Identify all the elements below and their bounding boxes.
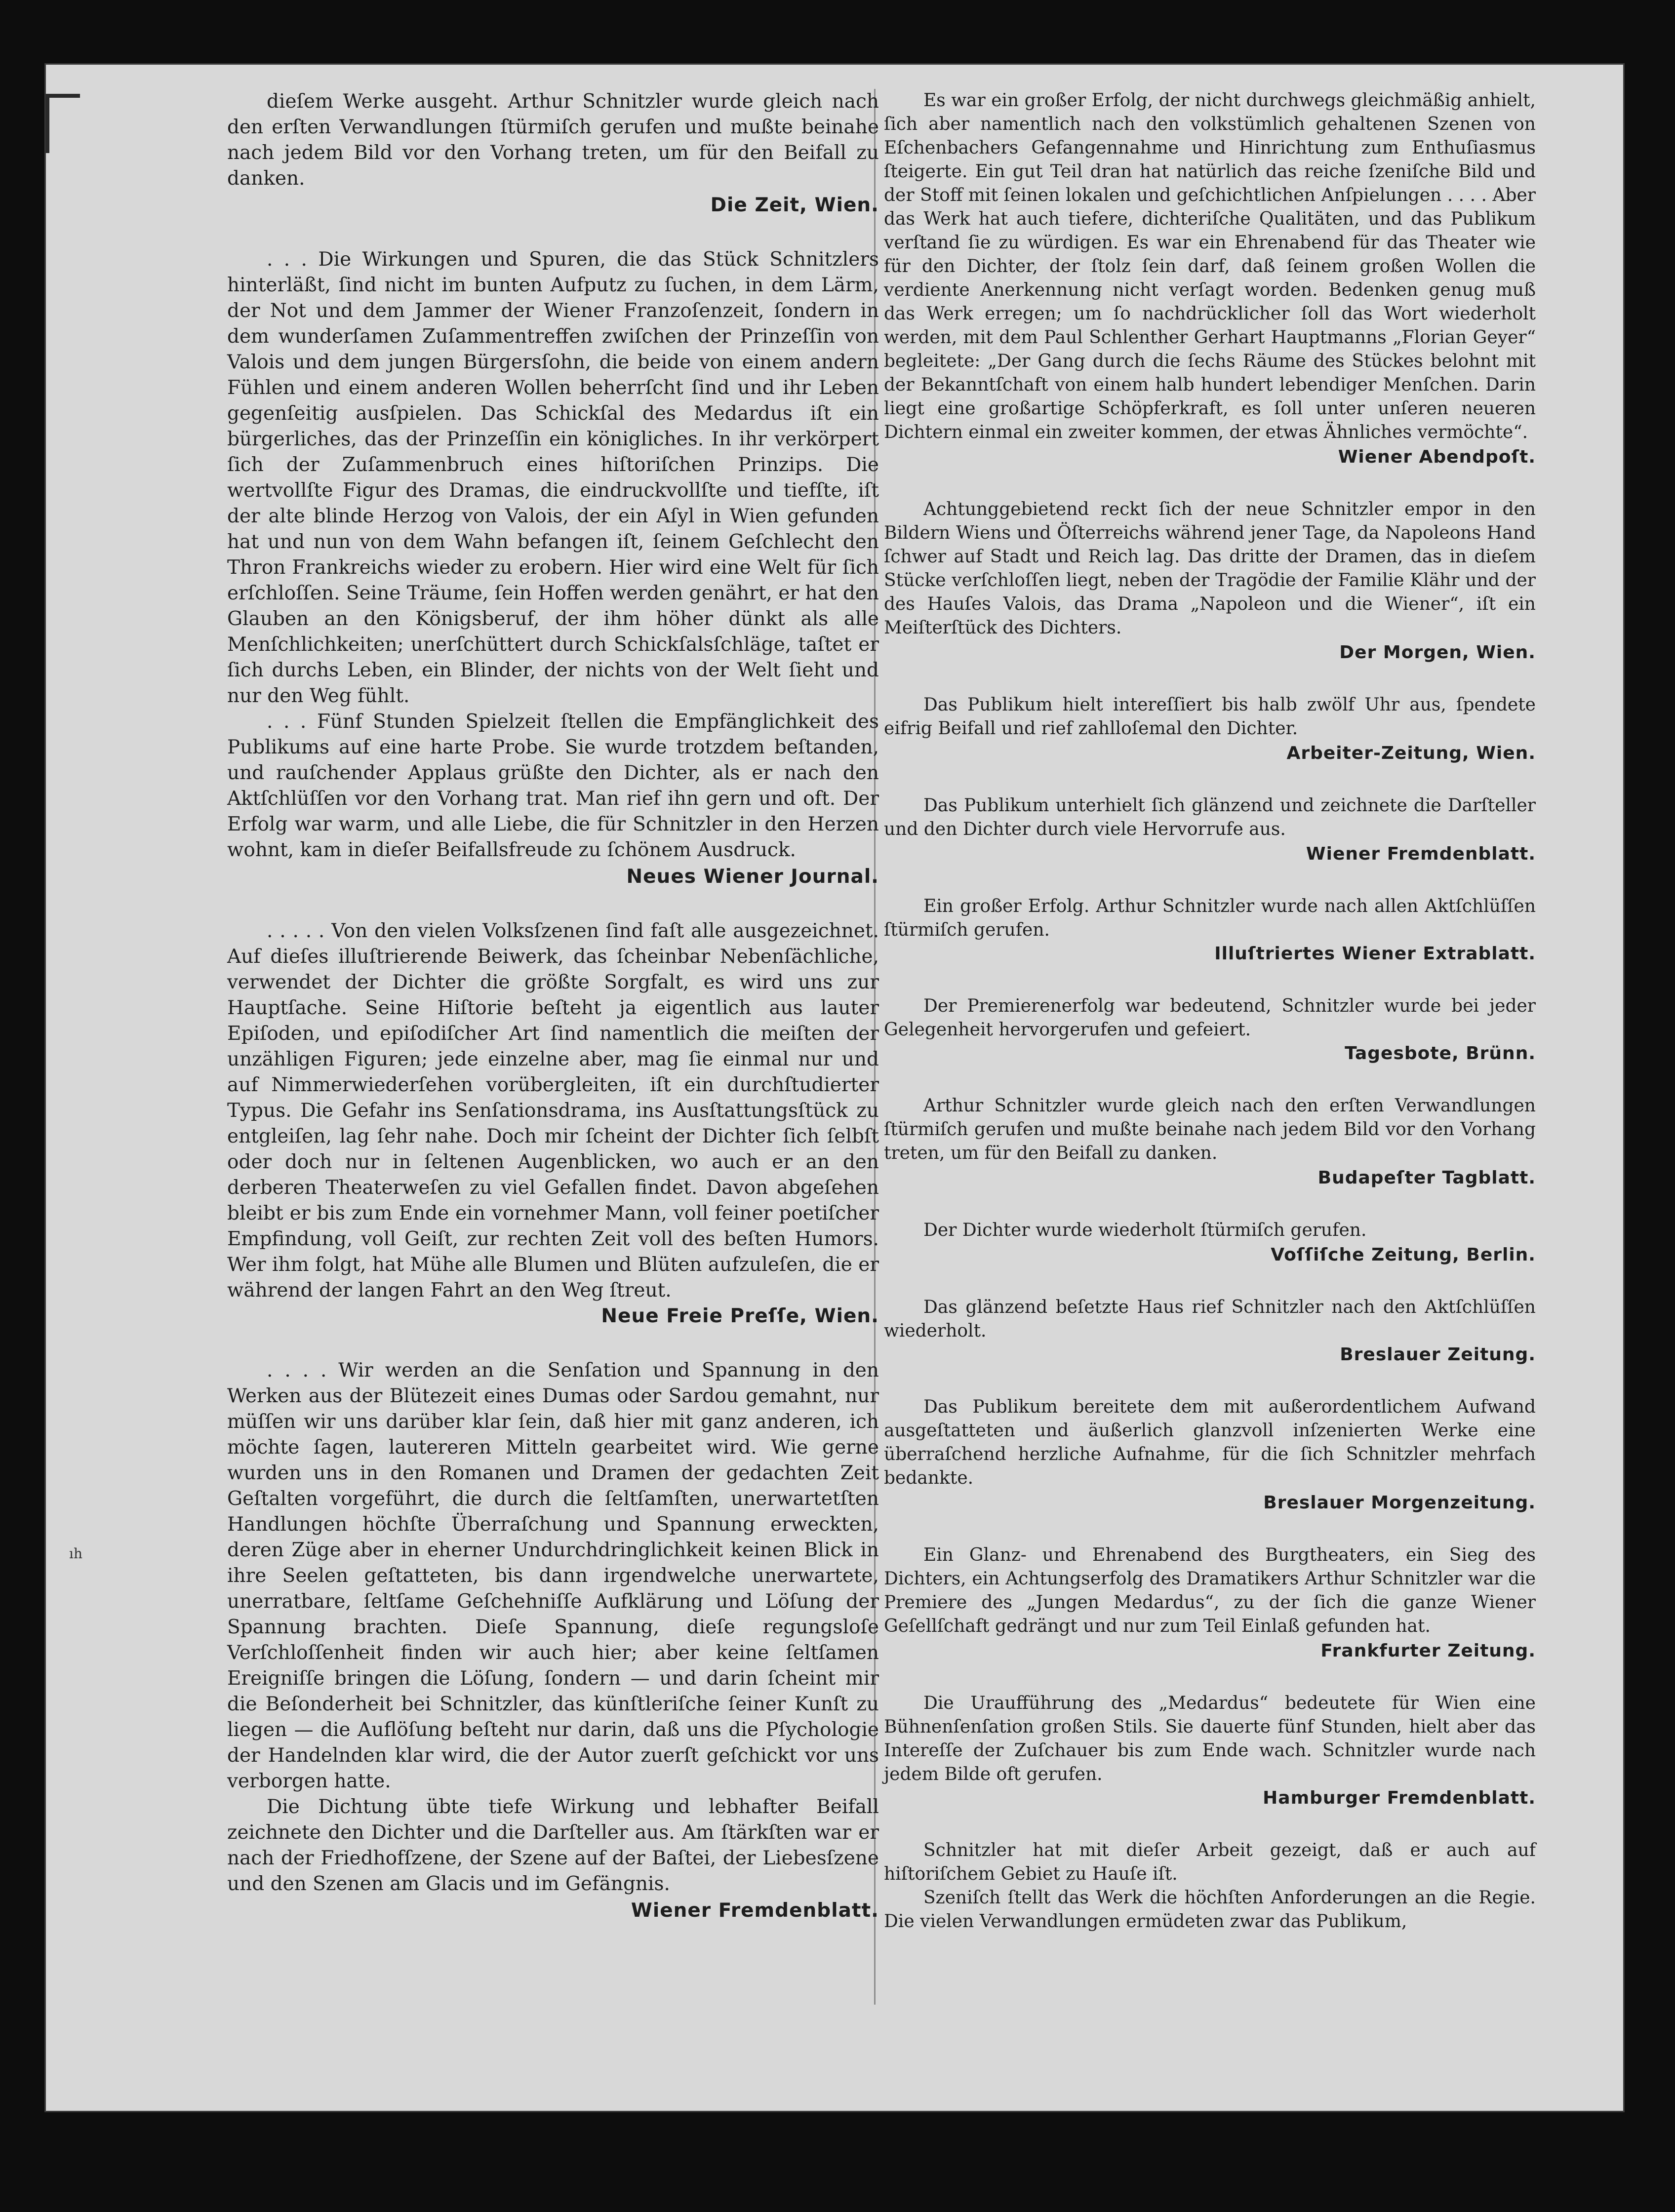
review-excerpt [884, 994, 1536, 1066]
review-excerpt [227, 918, 879, 1329]
source-attribution: Die Zeit, Wien. [710, 194, 879, 216]
source-attribution: Der Morgen, Wien. [1339, 642, 1536, 663]
review-excerpt [884, 895, 1536, 966]
excerpt-paragraph: Das Publikum bereitete dem mit außerordentlichem Aufwand ausgeſtatteten und äußerlich glanzvoll inſzenierten Werke eine überraſchend herzliche Aufnahme, für die ſich Schnitzler mehrfach bedankte. [884, 1397, 1536, 1488]
source-attribution: Wiener Fremdenblatt. [631, 1899, 879, 1922]
review-excerpt [227, 89, 879, 218]
source-attribution: Wiener Abendpoſt. [1338, 447, 1536, 467]
review-excerpt [227, 247, 879, 890]
excerpt-paragraph: . . . . Wir werden an die Senſation und Spannung in den Werken aus der Blütezeit eines Dumas oder Sardou gemahnt, nur müſſen wir uns darüber klar ſein, daß hier mit ganz anderen, ich möchte ſagen, lautereren Mitteln gearbeitet wird. Wie gerne wurden uns in den Romanen und Dramen der gedachten Zeit Geſtalten vorgeführt, die durch die ſeltſamſten, unerwartetſten Handlungen höchſte Überraſchung und Spannung erweckten, deren Züge aber in eherner Undurchdringlichkeit keinen Blick in ihre Seelen geſtatteten, bis dann irgendwelche unerwartete, unerratbare, ſeltſame Geſchehniſſe Aufklärung und Löſung der Spannung brachten. Dieſe Spannung, dieſe regungsloſe Verſchloſſenheit finden wir auch hier; aber keine ſeltſamen Ereigniſſe bringen die Löſung, ſondern — und darin ſcheint mir die Beſonderheit bei Schnitzler, das künſtleriſche ſeiner Kunſt zu liegen — die Auflöſung beſteht nur darin, daß uns die Pſychologie der Handelnden klar wird, die der Autor zuerſt geſchickt vor uns verborgen hatte. [227, 1359, 879, 1792]
source-attribution: Arbeiter-Zeitung, Wien. [1286, 743, 1536, 763]
excerpt-paragraph: . . . Die Wirkungen und Spuren, die das Stück Schnitzlers hinterläßt, ſind nicht im bunten Aufputz zu ſuchen, in dem Lärm, der Not und dem Jammer der Wiener Franzoſenzeit, ſondern in dem wunderſamen Zuſammentreffen zwiſchen der Prinzeſſin von Valois und dem jungen Bürgersſohn, die beide von einem andern Fühlen und einem anderen Wollen beherrſcht ſind und ihr Leben gegenſeitig ausſpielen. Das Schickſal des Medardus iſt ein bürgerliches, das der Prinzeſſin ein königliches. In ihr verkörpert ſich der Zuſammenbruch eines hiſtoriſchen Prinzips. Die wertvollſte Figur des Dramas, die eindruckvollſte und tiefſte, iſt der alte blinde Herzog von Valois, der ein Aſyl in Wien gefunden hat und nun von dem Wahn befangen iſt, ſeinem Geſchlecht den Thron Frankreichs wieder zu erobern. Hier wird eine Welt für ſich erſchloſſen. Seine Träume, ſein Hoffen werden genährt, er hat den Glauben an den Königsberuf, der ihm höher dünkt als alle Menſchlichkeiten; unerſchüttert durch Schickſalsſchläge, taſtet er ſich durchs Leben, ein Blinder, der nichts von der Welt ſieht und nur den Weg fühlt. [227, 248, 879, 707]
review-excerpt [884, 498, 1536, 665]
excerpt-paragraph: Das glänzend beſetzte Haus rief Schnitzler nach den Aktſchlüſſen wiederholt. [884, 1297, 1536, 1341]
review-excerpt [884, 1692, 1536, 1810]
source-attribution: Voſſiſche Zeitung, Berlin. [1271, 1245, 1536, 1265]
review-excerpt [884, 1094, 1536, 1190]
excerpt-paragraph: Der Premierenerfolg war bedeutend, Schnitzler wurde bei jeder Gelegenheit hervorgerufen und gefeiert. [884, 996, 1536, 1040]
source-attribution: Illuſtriertes Wiener Extrablatt. [1214, 944, 1536, 964]
source-attribution: Neues Wiener Journal. [626, 866, 879, 888]
right-column [884, 89, 1536, 1962]
review-excerpt [884, 1219, 1536, 1267]
excerpt-paragraph: Achtunggebietend reckt ſich der neue Schnitzler empor in den Bildern Wiens und Öſterreichs während jener Tage, da Napoleons Hand ſchwer auf Stadt und Reich lag. Das dritte der Dramen, das in dieſem Stücke verſchloſſen liegt, neben der Tragödie der Familie Klähr und der des Hauſes Valois, das Drama „Napoleon und die Wiener“, iſt ein Meiſterſtück des Dichters. [884, 499, 1536, 638]
source-attribution: Tagesbote, Brünn. [1345, 1043, 1536, 1064]
excerpt-paragraph: Das Publikum unterhielt ſich glänzend und zeichnete die Darſteller und den Dichter durch viele Hervorrufe aus. [884, 795, 1536, 839]
source-attribution: Budapeſter Tagblatt. [1317, 1168, 1536, 1188]
source-attribution: Frankfurter Zeitung. [1320, 1641, 1536, 1661]
review-excerpt [227, 1358, 879, 1924]
excerpt-paragraph: Es war ein großer Erfolg, der nicht durchwegs gleichmäßig anhielt, ſich aber namentlich nach den volkstümlich gehaltenen Szenen von Eſchenbachers Gefangennahme und Hinrichtung zum Enthuſiasmus ſteigerte. Ein gut Teil dran hat natürlich das reiche ſzeniſche Bild und der Stoff mit ſeinen lokalen und geſchichtlichen Anſpielungen . . . . Aber das Werk hat auch tiefere, dichteriſche Qualitäten, und das Publikum verſtand ſie zu würdigen. Es war ein Ehrenabend für das Theater wie für den Dichter, der ſtolz ſein darf, daß ſeinem großen Wollen die verdiente Anerkennung nicht verſagt worden. Bedenken genug muß das Werk erregen; um ſo nachdrücklicher ſoll das Wort wiederholt werden, mit dem Paul Schlenther Gerhart Hauptmanns „Florian Geyer“ begleitete: „Der Gang durch die ſechs Räume des Stückes belohnt mit der Bekanntſchaft von einem halb hundert lebendiger Menſchen. Darin liegt eine großartige Schöpferkraft, es ſoll unter unſeren neueren Dichtern einmal ein zweiter kommen, der etwas Ähnliches vermöchte“. [884, 90, 1536, 442]
excerpt-paragraph: Ein Glanz- und Ehrenabend des Burgtheaters, ein Sieg des Dichters, ein Achtungserfolg des Dramatikers Arthur Schnitzler war die Premiere des „Jungen Medardus“, zu der ſich die ganze Wiener Geſellſchaft gedrängt und nur zum Teil Einlaß gefunden hat. [884, 1545, 1536, 1636]
source-attribution: Neue Freie Preſſe, Wien. [601, 1305, 879, 1327]
review-excerpt [884, 89, 1536, 469]
excerpt-paragraph: Ein großer Erfolg. Arthur Schnitzler wurde nach allen Aktſchlüſſen ſtürmiſch gerufen. [884, 896, 1536, 940]
excerpt-paragraph: Der Dichter wurde wiederholt ſtürmiſch gerufen. [923, 1220, 1367, 1240]
review-excerpt [884, 1839, 1536, 1934]
review-excerpt [884, 1296, 1536, 1367]
excerpt-paragraph: . . . . . Von den vielen Volksſzenen ſind faſt alle ausgezeichnet. Auf dieſes illuſtrierende Beiwerk, das ſcheinbar Nebenſächliche, verwendet der Dichter die größte Sorgfalt, es wird uns zur Hauptſache. Seine Hiſtorie beſteht ja eigentlich aus lauter Epiſoden, und epiſodiſcher Art ſind namentlich die meiſten der unzähligen Figuren; jede einzelne aber, mag ſie einmal nur und auf Nimmerwiederſehen vorübergleiten, iſt ein durchſtudierter Typus. Die Gefahr ins Senſationsdrama, ins Ausſtattungsſtück zu entgleiſen, lag ſehr nahe. Doch mir ſcheint der Dichter ſich ſelbſt oder doch nur in ſeltenen Augenblicken, wo auch er an den derberen Theaterweſen zu viel Gefallen findet. Davon abgeſehen bleibt er bis zum Ende ein vornehmer Mann, voll feiner poetiſcher Empfindung, voll Geiſt, zur rechten Zeit voll des beſten Humors. Wer ihm folgt, hat Mühe alle Blumen und Blüten aufzuleſen, die er während der langen Fahrt an den Weg ſtreut. [227, 920, 879, 1302]
excerpt-paragraph: Szeniſch ſtellt das Werk die höchſten Anforderungen an die Regie. Die vielen Verwandlungen ermüdeten zwar das Publikum, [884, 1888, 1536, 1932]
source-attribution: Wiener Fremdenblatt. [1306, 844, 1536, 864]
excerpt-paragraph: . . . Fünf Stunden Spielzeit ſtellen die Empfänglichkeit des Publikums auf eine harte Probe. Sie wurde trotzdem beſtanden, und rauſchender Applaus grüßte den Dichter, als er nach den Aktſchlüſſen vor den Vorhang trat. Man rief ihn gern und oft. Der Erfolg war warm, und alle Liebe, die für Schnitzler in den Herzen wohnt, kam in dieſer Beifallsfreude zu ſchönem Ausdruck. [227, 711, 879, 861]
review-excerpt [884, 1543, 1536, 1663]
source-attribution: Hamburger Fremdenblatt. [1263, 1788, 1536, 1808]
excerpt-paragraph: Die Dichtung übte tiefe Wirkung und lebhafter Beifall zeichnete den Dichter und die Darſteller aus. Am ſtärkſten war er nach der Friedhofſzene, der Szene auf der Baſtei, der Liebesſzene und den Szenen am Glacis und im Gefängnis. [227, 1796, 879, 1895]
review-excerpt [884, 1395, 1536, 1515]
excerpt-paragraph: Arthur Schnitzler wurde gleich nach den erſten Verwandlungen ſtürmiſch gerufen und mußte beinahe nach jedem Bild vor den Vorhang treten, um für den Beifall zu danken. [884, 1096, 1536, 1163]
review-excerpt [884, 794, 1536, 866]
excerpt-paragraph: Das Publikum hielt intereſſiert bis halb zwölf Uhr aus, ſpendete eifrig Beifall und rief zahlloſemal den Dichter. [884, 695, 1536, 739]
excerpt-paragraph: dieſem Werke ausgeht. Arthur Schnitzler wurde gleich nach den erſten Verwandlungen ſtürmiſch gerufen und mußte beinahe nach jedem Bild vor den Vorhang treten, um für den Beifall zu danken. [227, 90, 879, 190]
left-column [227, 89, 879, 1952]
source-attribution: Breslauer Zeitung. [1340, 1344, 1536, 1365]
margin-mark: ıh [69, 1545, 82, 1562]
review-excerpt [884, 693, 1536, 765]
crop-mark [45, 94, 80, 98]
excerpt-paragraph: Schnitzler hat mit dieſer Arbeit gezeigt, daß er auch auf hiſtoriſchem Gebiet zu Hauſe iſt. [884, 1840, 1536, 1884]
excerpt-paragraph: Die Uraufführung des „Medardus“ bedeutete für Wien eine Bühnenſenſation großen Stils. Sie dauerte fünf Stunden, hielt aber das Intereſſe der Zuſchauer bis zum Ende wach. Schnitzler wurde nach jedem Bilde oft gerufen. [884, 1693, 1536, 1784]
source-attribution: Breslauer Morgenzeitung. [1263, 1493, 1536, 1513]
crop-mark [45, 94, 49, 153]
